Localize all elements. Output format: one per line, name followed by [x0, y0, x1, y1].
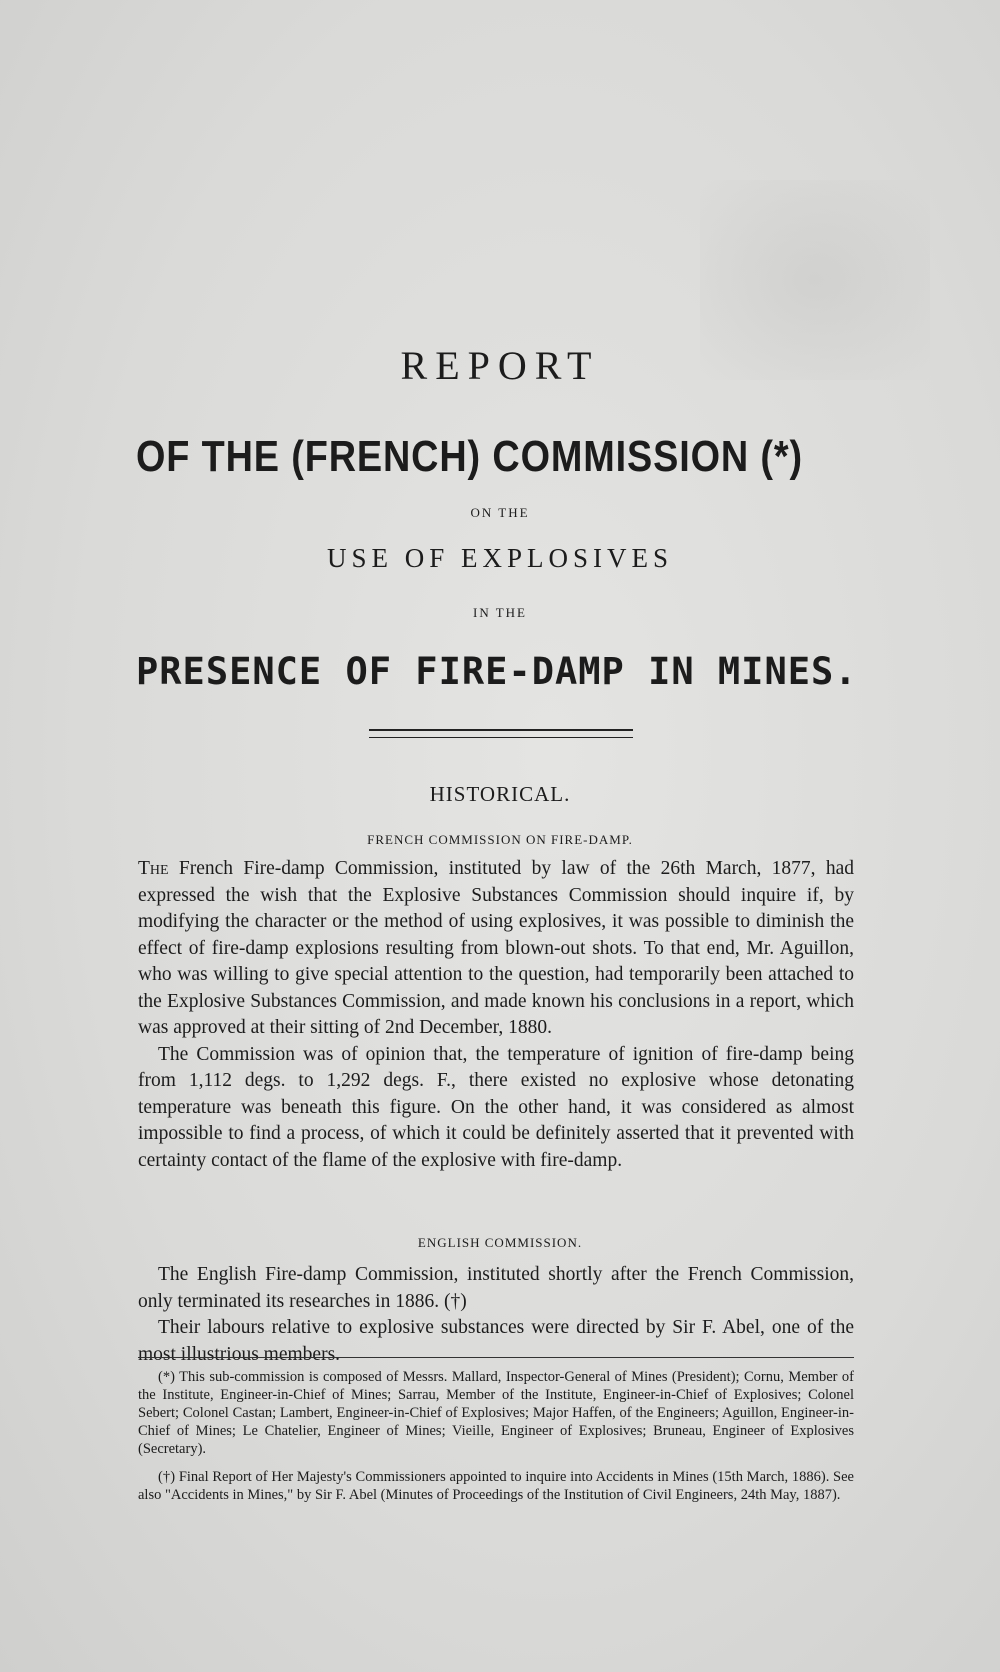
footnote-2: (†) Final Report of Her Majesty's Commissioners appointed to inquire into Accidents in Mines (15th March, 1886). See also "Accidents in Mines," by Sir F. Abel (Minutes of Proceedings of the Institution of Civil Engineers, 24th May, 1887).	[138, 1469, 854, 1503]
title-presence: PRESENCE OF FIRE-DAMP IN MINES.	[136, 650, 858, 693]
section-heading: HISTORICAL.	[429, 782, 571, 806]
paragraph-1-text: French Fire-damp Commission, instituted by law of the 26th March, 1877, had expressed the wish that the Explosive Substances Commission should inquire if, by modifying the character or the method of using explosives, it was possible to diminish the effect of fire-damp explosions resulting from blown-out shots. To that end, Mr. Aguillon, who was willing to give special attention to the question, had temporarily been attached to the Explosive Substances Commission, and made known his conclusions in a report, which was approved at their sitting of 2nd December, 1880.	[138, 858, 854, 1038]
title-divider	[369, 729, 633, 738]
paragraph-1	[138, 856, 854, 1042]
subheading-english: ENGLISH COMMISSION.	[417, 1235, 583, 1250]
footnotes	[138, 1368, 854, 1514]
paragraph-4: Their labours relative to explosive substances were directed by Sir F. Abel, one of the most illustrious members.	[138, 1317, 854, 1365]
french-section-text	[138, 856, 854, 1174]
footnote-1: (*) This sub-commission is composed of Messrs. Mallard, Inspector-General of Mines (President); Cornu, Member of the Institute, Engineer-in-Chief of Mines; Sarrau, Member of the Institute, Engineer-in-Chief of Explosives; Colonel Sebert; Colonel Castan; Lambert, Engineer-in-Chief of Explosives; Major Haffen, of the Engineers; Aguillon, Engineer-in-Chief of Mines; Le Chatelier, Engineer of Mines; Vieille, Engineer of Explosives; Bruneau, Engineer of Explosives (Secretary).	[138, 1369, 854, 1457]
paragraph-2: The Commission was of opinion that, the temperature of ignition of fire-damp being from 1,112 degs. to 1,292 degs. F., there existed no explosive whose detonating temperature was beneath this figure. On the other hand, it was considered as almost impossible to find a process, of which it could be definitely asserted that it prevented with certainty contact of the flame of the explosive with fire-damp.	[138, 1043, 854, 1171]
subheading-french: FRENCH COMMISSION ON FIRE-DAMP.	[367, 832, 633, 847]
drop-lead: The	[138, 858, 169, 879]
english-section-text	[138, 1262, 854, 1368]
title-commission: OF THE (FRENCH) COMMISSION (*)	[136, 432, 803, 481]
title-report: REPORT	[400, 343, 600, 388]
title-on-the: ON THE	[470, 505, 530, 520]
title-in-the: IN THE	[472, 605, 527, 620]
title-use-of-explosives: USE OF EXPLOSIVES	[326, 543, 674, 573]
footnote-rule	[138, 1357, 854, 1358]
paragraph-3: The English Fire-damp Commission, instituted shortly after the French Commission, only terminated its researches in 1886. (†)	[138, 1264, 854, 1312]
